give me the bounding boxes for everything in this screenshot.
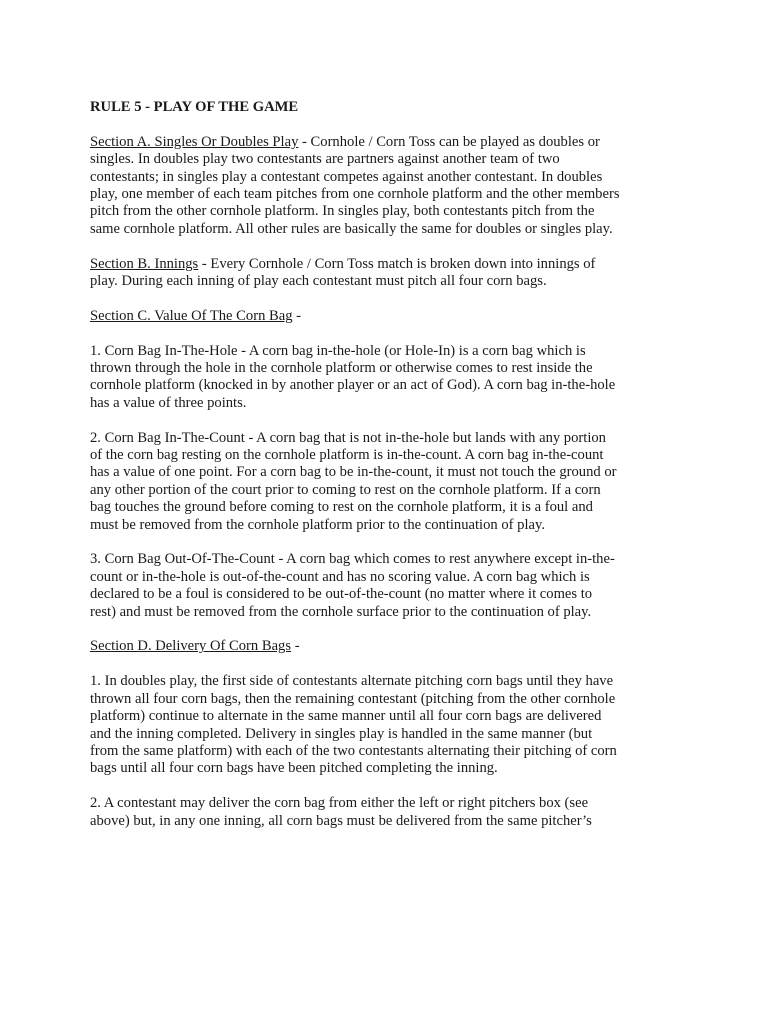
section-c-item-2: 2. Corn Bag In-The-Count - A corn bag that is not in-the-hole but lands with any portion of the corn bag resting on the cornhole platform is in-the-count. A corn bag in-the-count has a value of one point. For a corn bag to be in-the-count, it must not touch the ground or any other portion of the court prior to coming to rest on the cornhole platform. If a corn bag touches the ground before coming to rest on the cornhole platform, it is a foul and must be removed from the cornhole platform prior to the continuation of play. [90, 429, 617, 533]
section-d-heading: Section D. Delivery Of Corn Bags [90, 638, 292, 655]
section-b-heading: Section B. Innings [90, 255, 199, 272]
section-d-text: - [291, 638, 300, 655]
section-c-item-1: 1. Corn Bag In-The-Hole - A corn bag in-the-hole (or Hole-In) is a corn bag which is thrown through the hole in the cornhole platform or otherwise comes to rest inside the cornhole platform (knocked in by another player or an act of God). A corn bag in-the-hole has a value of three points. [90, 342, 616, 411]
section-a-text: - Cornhole / Corn Toss can be played as doubles or singles. In doubles play two contestants are partners against another team of two contestants; in singles play a contestant competes against another contestant. In doubles play, one member of each team pitches from one cornhole platform and the other members pitch from the other cornhole platform. In singles play, both contestants pitch from the same cornhole platform. All other rules are basically the same for doubles or singles play. [90, 133, 620, 237]
document-page [90, 99, 620, 847]
section-c-paragraph [90, 308, 620, 325]
section-b-text: - Every Cornhole / Corn Toss match is broken down into innings of play. During each inning of play each contestant must pitch all four corn bags. [90, 255, 596, 290]
section-d-paragraph [90, 638, 620, 655]
section-b-paragraph [90, 256, 620, 291]
section-a-paragraph [90, 134, 620, 238]
section-c-item-3: 3. Corn Bag Out-Of-The-Count - A corn bag which comes to rest anywhere except in-the-count or in-the-hole is out-of-the-count and has no scoring value. A corn bag which is declared to be a foul is considered to be out-of-the-count (no matter where it comes to rest) and must be removed from the cornhole surface prior to the continuation of play. [90, 551, 615, 620]
section-c-heading: Section C. Value Of The Corn Bag [90, 307, 293, 324]
rule-title: RULE 5 - PLAY OF THE GAME [90, 99, 299, 115]
section-d-item-2: 2. A contestant may deliver the corn bag from either the left or right pitchers box (see above) but, in any one inning, all corn bags must be delivered from the same pitcher’s [90, 795, 592, 829]
section-c-text: - [292, 307, 302, 324]
section-d-item-1: 1. In doubles play, the first side of contestants alternate pitching corn bags until they have thrown all four corn bags, then the remaining contestant (pitching from the other cornhole platform) continue to alternate in the same manner until all four corn bags are delivered and the inning completed. Delivery in singles play is handled in the same manner (but from the same platform) with each of the two contestants alternating their pitching of corn bags until all four corn bags have been pitched completing the inning. [90, 673, 617, 777]
section-a-heading: Section A. Singles Or Doubles Play [90, 133, 299, 150]
